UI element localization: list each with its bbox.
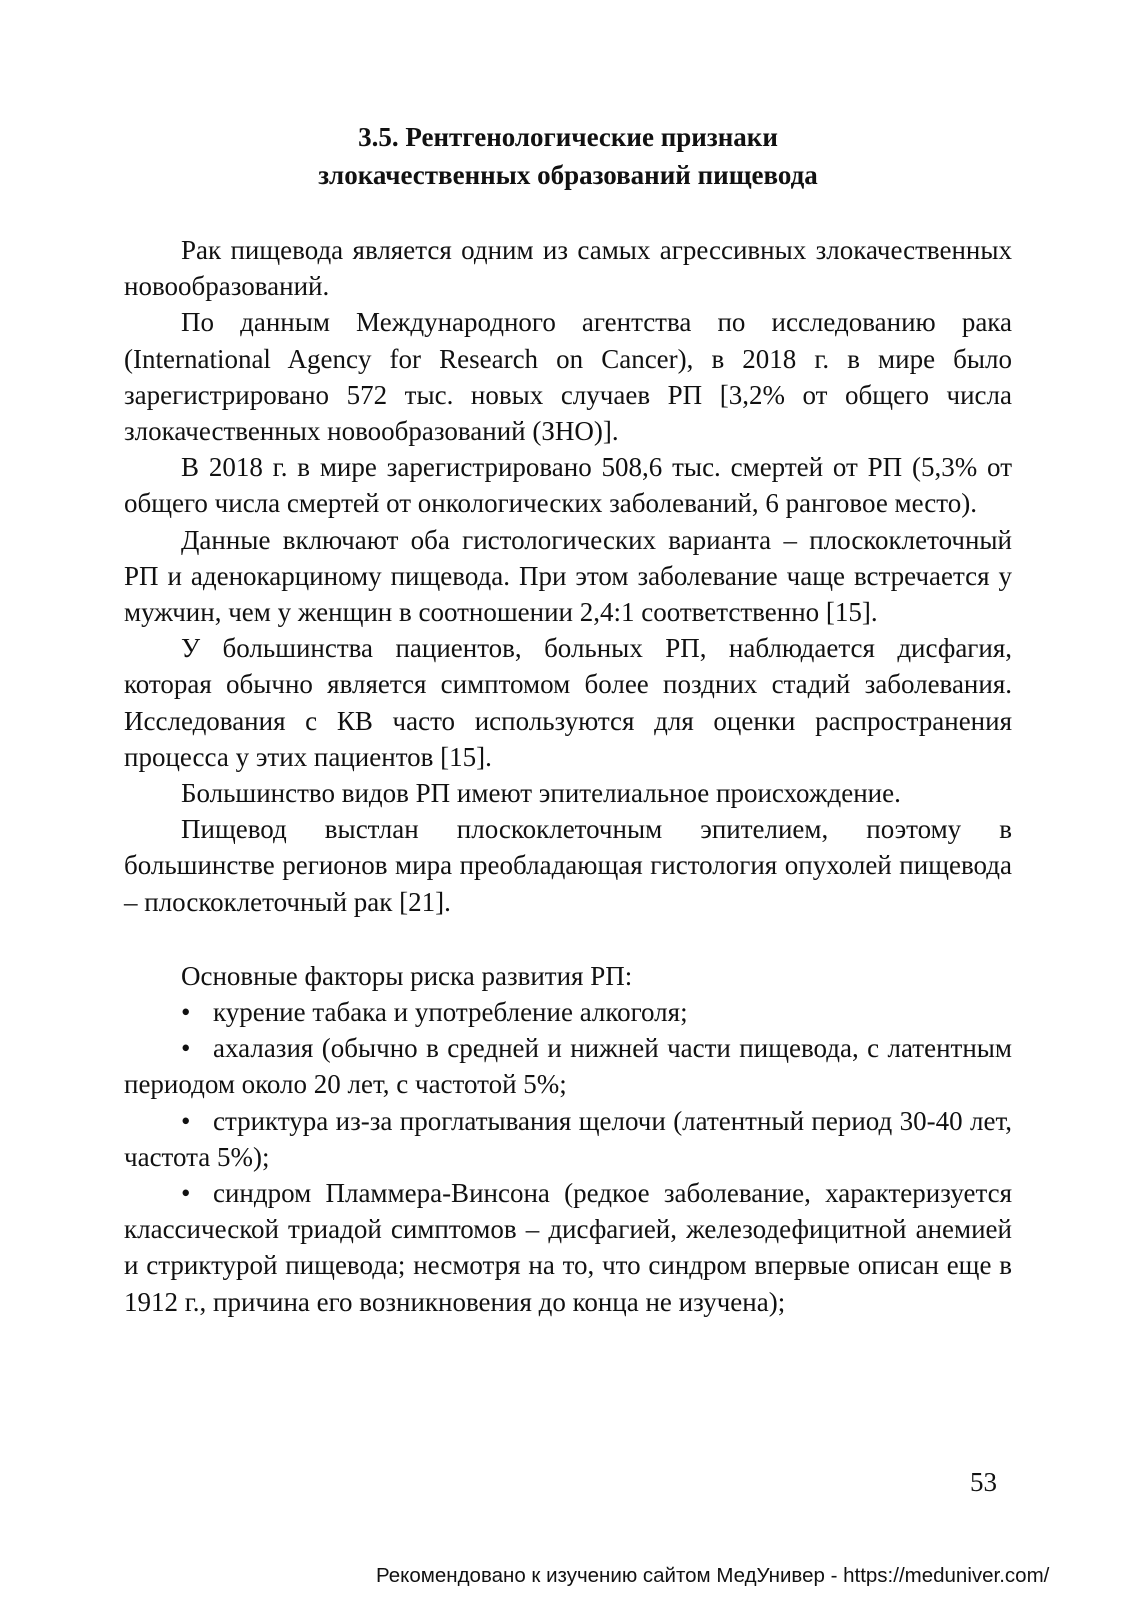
paragraph-1: Рак пищевода является одним из самых агрессивных злокачественных новообразований. <box>124 235 1012 302</box>
list-item <box>124 994 1012 1030</box>
list-item <box>124 1030 1012 1102</box>
footer-recommendation: Рекомендовано к изучению сайтом МедУнивер - https://meduniver.com/ <box>376 1564 1050 1587</box>
paragraph-6: Большинство видов РП имеют эпителиальное происхождение. <box>181 778 901 809</box>
list-item-text: стриктура из-за проглатывания щелочи (латентный период 30-40 лет, частота 5%); <box>124 1105 1012 1172</box>
list-item-text: курение табака и употребление алкоголя; <box>213 997 688 1028</box>
bullet-icon: • <box>181 1105 191 1136</box>
paragraph-5: У большинства пациентов, больных РП, наблюдается дисфагия, которая обычно является симптомом более поздних стадий заболевания. Исследования с КВ часто используются для оценки распространения процесса у этих пациентов [15]. <box>124 633 1012 772</box>
paragraph-7: Пищевод выстлан плоскоклеточным эпителием, поэтому в большинстве регионов мира преобладающая гистология опухолей пищевода – плоскоклеточный рак [21]. <box>124 814 1012 917</box>
risk-factors-list <box>124 994 1012 1320</box>
body-text <box>124 232 1012 1320</box>
section-gap <box>124 920 1012 958</box>
paragraph-4: Данные включают оба гистологических варианта – плоскоклеточный РП и аденокарциному пищевода. При этом заболевание чаще встречается у мужчин, чем у женщин в соотношении 2,4:1 соответственно [15]. <box>124 524 1012 628</box>
list-item-text: синдром Пламмера-Винсона (редкое заболевание, характеризуется классической триадой симптомов – дисфагией, железодефицитной анемией и стриктурой пищевода; несмотря на то, что синдром впервые описан еще в 1912 г., причина его возникновения до конца не изучена); <box>124 1178 1012 1317</box>
paragraph-3: В 2018 г. в мире зарегистрировано 508,6 тыс. смертей от РП (5,3% от общего числа смертей от онкологических заболеваний, 6 ранговое место). <box>124 452 1012 519</box>
paragraph-2: По данным Международного агентства по исследованию рака (International Agency for Research on Cancer), в 2018 г. в мире было зарегистрировано 572 тыс. новых случаев РП [3,2% от общего числа злокачественных новообразований (ЗНО)]. <box>124 307 1012 447</box>
bullet-icon: • <box>181 1033 191 1064</box>
list-item-text: ахалазия (обычно в средней и нижней части пищевода, с латентным периодом около 20 лет, с частотой 5%; <box>124 1033 1012 1100</box>
section-heading <box>124 118 1012 194</box>
bullet-icon: • <box>181 997 191 1028</box>
risk-factors-intro: Основные факторы риска развития РП: <box>181 960 633 991</box>
bullet-icon: • <box>181 1178 191 1209</box>
section-heading-line-2: злокачественных образований пищевода <box>318 160 818 190</box>
section-heading-line-1: 3.5. Рентгенологические признаки <box>358 122 778 152</box>
list-item <box>124 1175 1012 1320</box>
list-item <box>124 1103 1012 1175</box>
page-number: 53 <box>970 1467 997 1497</box>
